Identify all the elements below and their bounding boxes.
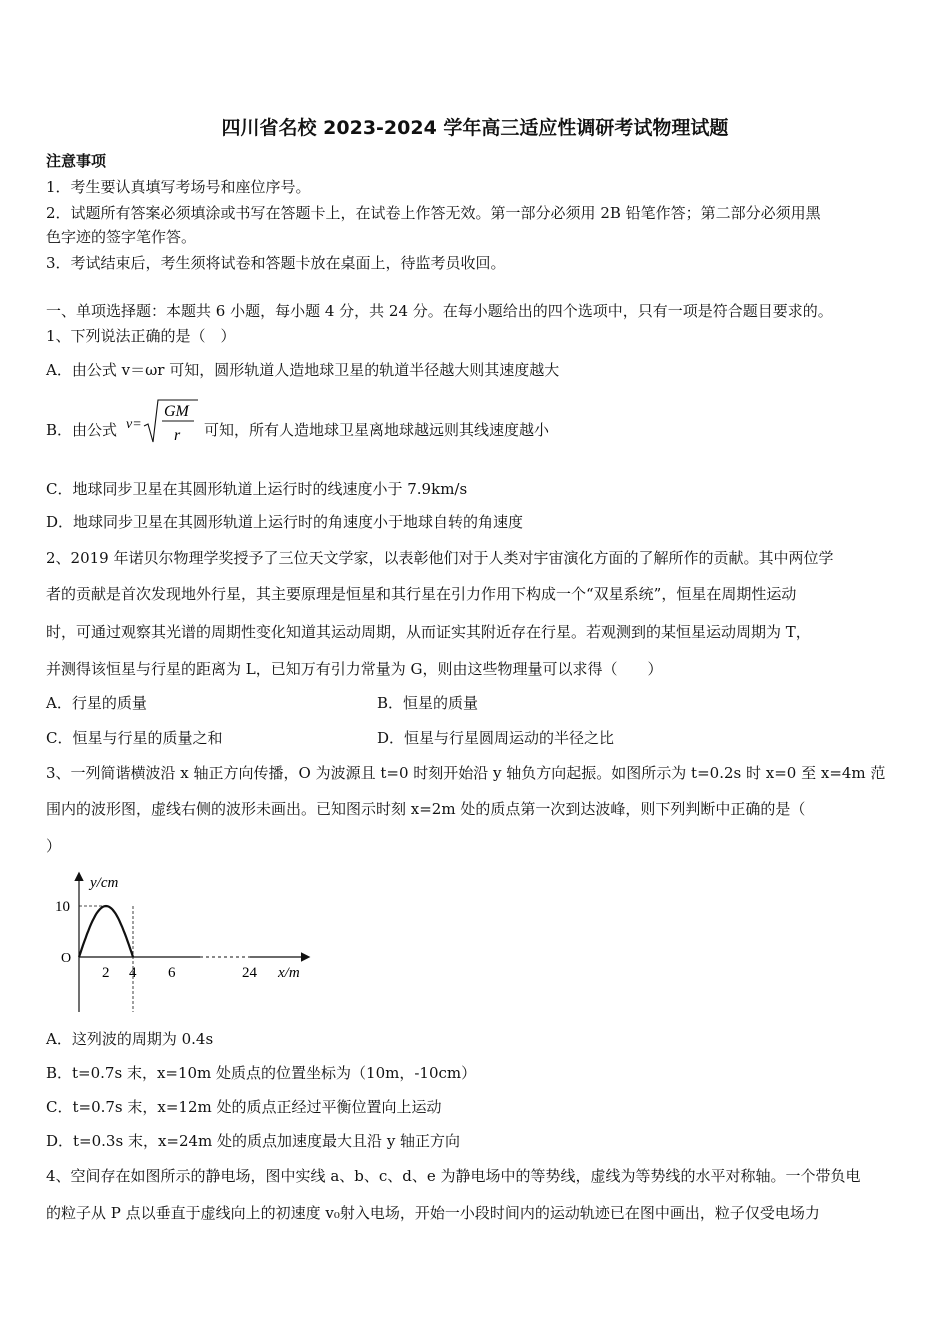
y-tick-10: 10	[55, 899, 70, 915]
q2-option-c: C．恒星与行星的质量之和	[46, 729, 223, 747]
notice-item-1: 1．考生要认真填写考场号和座位序号。	[46, 178, 311, 196]
q2-line-4: 并测得该恒星与行星的距离为 L，已知万有引力常量为 G，则由这些物理量可以求得（ ）	[46, 660, 663, 678]
q4-line-2: 的粒子从 P 点以垂直于虚线向上的初速度 v₀射入电场，开始一小段时间内的运动轨迹已在图中画出，粒子仅受电场力	[46, 1204, 820, 1222]
x-tick-4: 4	[129, 965, 137, 981]
q3-option-c: C．t=0.7s 末，x=12m 处的质点正经过平衡位置向上运动	[46, 1098, 442, 1116]
q1-option-a: A．由公式 v＝ωr 可知，圆形轨道人造地球卫星的轨道半径越大则其速度越大	[46, 361, 560, 379]
section-heading: 一、单项选择题：本题共 6 小题，每小题 4 分，共 24 分。在每小题给出的四个选项中，只有一项是符合题目要求的。	[46, 302, 833, 320]
q2-option-a: A．行星的质量	[46, 694, 147, 712]
notice-heading: 注意事项	[46, 152, 107, 170]
q1-formula-sqrt	[124, 394, 200, 446]
wave-graph	[50, 866, 320, 1014]
q2-line-1: 2、2019 年诺贝尔物理学奖授予了三位天文学家，以表彰他们对于人类对宇宙演化方面的了解所作的贡献。其中两位学	[46, 549, 834, 567]
origin-label: O	[61, 951, 72, 966]
q3-line-1: 3、一列简谐横波沿 x 轴正方向传播，O 为波源且 t=0 时刻开始沿 y 轴负方向起振。如图所示为 t=0.2s 时 x=0 至 x=4m 范	[46, 764, 886, 782]
formula-numerator: GM	[164, 403, 189, 420]
q2-option-b: B．恒星的质量	[377, 694, 479, 712]
q2-option-d: D．恒星与行星圆周运动的半径之比	[377, 729, 615, 747]
notice-item-2: 2．试题所有答案必须填涂或书写在答题卡上，在试卷上作答无效。第一部分必须用 2B 铅笔作答；第二部分必须用黑	[46, 204, 821, 222]
q3-option-b: B．t=0.7s 末，x=10m 处质点的位置坐标为（10m，-10cm）	[46, 1064, 477, 1082]
q3-line-3: ）	[46, 837, 62, 855]
page-title: 四川省名校 2023-2024 学年高三适应性调研考试物理试题	[221, 117, 729, 139]
q1-option-c: C．地球同步卫星在其圆形轨道上运行时的线速度小于 7.9km/s	[46, 480, 468, 498]
x-axis-label: x/m	[278, 965, 300, 981]
x-tick-24: 24	[242, 965, 257, 981]
notice-item-2-cont: 色字迹的签字笔作答。	[46, 228, 197, 246]
q2-line-2: 者的贡献是首次发现地外行星，其主要原理是恒星和其行星在引力作用下构成一个“双星系统”，恒星在周期性运动	[46, 585, 797, 603]
q1-option-b-pre: B．由公式	[46, 421, 118, 439]
x-tick-6: 6	[168, 965, 176, 981]
q4-line-1: 4、空间存在如图所示的静电场，图中实线 a、b、c、d、e 为静电场中的等势线，虚线为等势线的水平对称轴。一个带负电	[46, 1167, 861, 1185]
formula-v: v=	[126, 417, 142, 432]
notice-item-3: 3．考试结束后，考生须将试卷和答题卡放在桌面上，待监考员收回。	[46, 254, 506, 272]
x-tick-2: 2	[102, 965, 110, 981]
y-axis-label: y/cm	[90, 875, 119, 891]
q1-option-d: D．地球同步卫星在其圆形轨道上运行时的角速度小于地球自转的角速度	[46, 513, 524, 531]
wave-curve	[79, 906, 133, 957]
q3-line-2: 围内的波形图，虚线右侧的波形未画出。已知图示时刻 x=2m 处的质点第一次到达波峰，则下列判断中正确的是（	[46, 800, 806, 818]
formula-denominator: r	[174, 427, 181, 444]
q3-option-d: D．t=0.3s 末，x=24m 处的质点加速度最大且沿 y 轴正方向	[46, 1132, 461, 1150]
q2-line-3: 时，可通过观察其光谱的周期性变化知道其运动周期，从而证实其附近存在行星。若观测到的某恒星运动周期为 T，	[46, 623, 811, 641]
q1-option-b-post: 可知，所有人造地球卫星离地球越远则其线速度越小	[204, 421, 550, 439]
q3-option-a: A．这列波的周期为 0.4s	[46, 1030, 214, 1048]
q1-stem: 1、下列说法正确的是（ ）	[46, 327, 236, 345]
